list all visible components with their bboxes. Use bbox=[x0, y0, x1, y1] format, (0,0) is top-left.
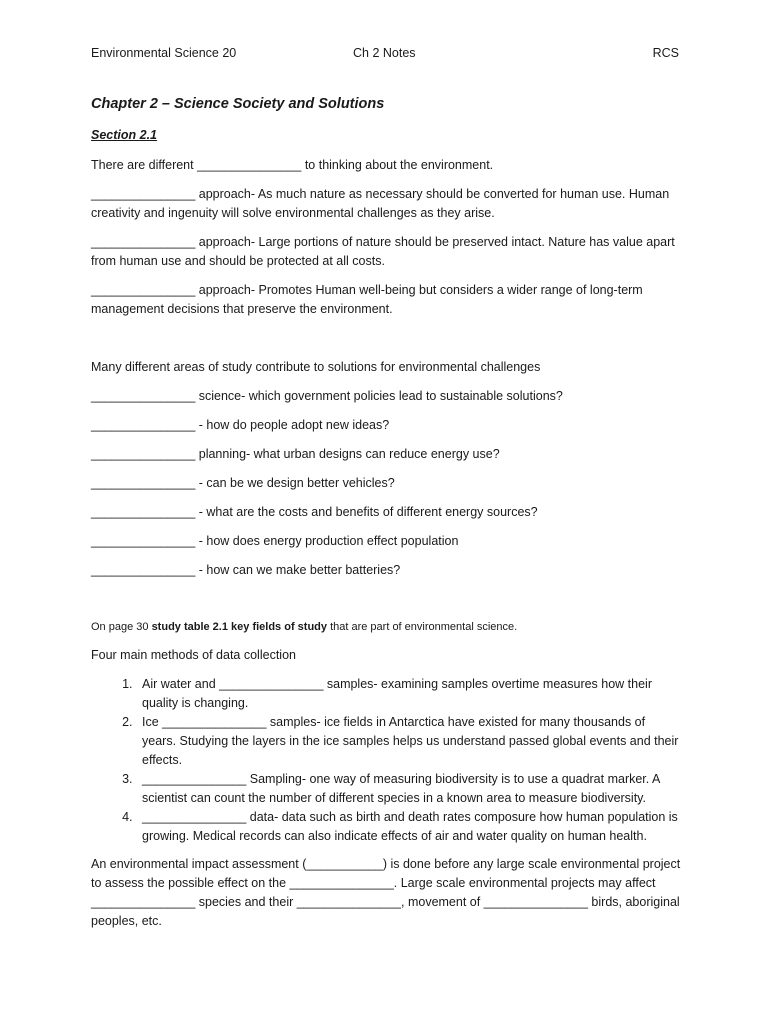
method-item: 2. Ice _______________ samples- ice fields in Antarctica have existed for many thousands of years. Studying the layers in the ice samples helps us understand passed global events and their effects. bbox=[136, 713, 681, 770]
field-item: _______________ science- which government policies lead to sustainable solutions? bbox=[91, 389, 563, 403]
approach-paragraph: _______________ approach- Large portions of nature should be preserved intact. Nature has value apart from human use and should be protected at all costs. bbox=[91, 235, 675, 268]
field-item: _______________ - what are the costs and benefits of different energy sources? bbox=[91, 505, 538, 519]
note-bold: study table 2.1 key fields of study bbox=[151, 621, 328, 633]
note-prefix: On page 30 bbox=[91, 621, 152, 633]
chapter-title: Chapter 2 – Science Society and Solutions bbox=[91, 96, 385, 112]
section-title: Section 2.1 bbox=[91, 128, 157, 142]
method-item: 4. _______________ data- data such as birth and death rates composure how human population is growing. Medical records can also indicate effects of air and water quality on human health. bbox=[136, 808, 681, 846]
areas-intro: Many different areas of study contribute to solutions for environmental challenges bbox=[91, 360, 541, 374]
header-school: RCS bbox=[652, 46, 679, 60]
field-item: _______________ - how do people adopt new ideas? bbox=[91, 418, 390, 432]
field-item: _______________ - how does energy production effect population bbox=[91, 534, 459, 548]
spacer bbox=[91, 590, 681, 618]
method-item: 3. _______________ Sampling- one way of measuring biodiversity is to use a quadrat marker. A scientist can count the number of different species in a known area to measure biodiversity. bbox=[136, 770, 681, 808]
document-body bbox=[91, 94, 681, 941]
spacer bbox=[91, 329, 681, 358]
approach-paragraph: _______________ approach- Promotes Human well-being but considers a wider range of long-term management decisions that preserve the environment. bbox=[91, 283, 643, 316]
intro-paragraph: There are different _______________ to thinking about the environment. bbox=[91, 158, 494, 172]
field-item: _______________ planning- what urban designs can reduce energy use? bbox=[91, 447, 500, 461]
field-item: _______________ - how can we make better batteries? bbox=[91, 563, 401, 577]
approach-paragraph: _______________ approach- As much nature as necessary should be converted for human use. Human creativity and ingenuity will solve environmental challenges as they arise. bbox=[91, 187, 670, 220]
methods-intro: Four main methods of data collection bbox=[91, 648, 296, 662]
field-item: _______________ - can be we design better vehicles? bbox=[91, 476, 395, 490]
page-header bbox=[91, 46, 679, 64]
note-suffix: that are part of environmental science. bbox=[327, 621, 518, 633]
method-item: 1. Air water and _______________ samples- examining samples overtime measures how their quality is changing. bbox=[136, 675, 681, 713]
header-notes: Ch 2 Notes bbox=[353, 46, 416, 60]
header-course: Environmental Science 20 bbox=[91, 46, 237, 60]
methods-list bbox=[91, 675, 681, 846]
assessment-paragraph: An environmental impact assessment (___________) is done before any large scale environmental project to assess the possible effect on the _______________. Large scale environmental projects may affect _______________ species and their _______________, movement of _______________ birds, aboriginal peoples, etc. bbox=[91, 857, 681, 928]
study-table-note bbox=[91, 618, 681, 637]
